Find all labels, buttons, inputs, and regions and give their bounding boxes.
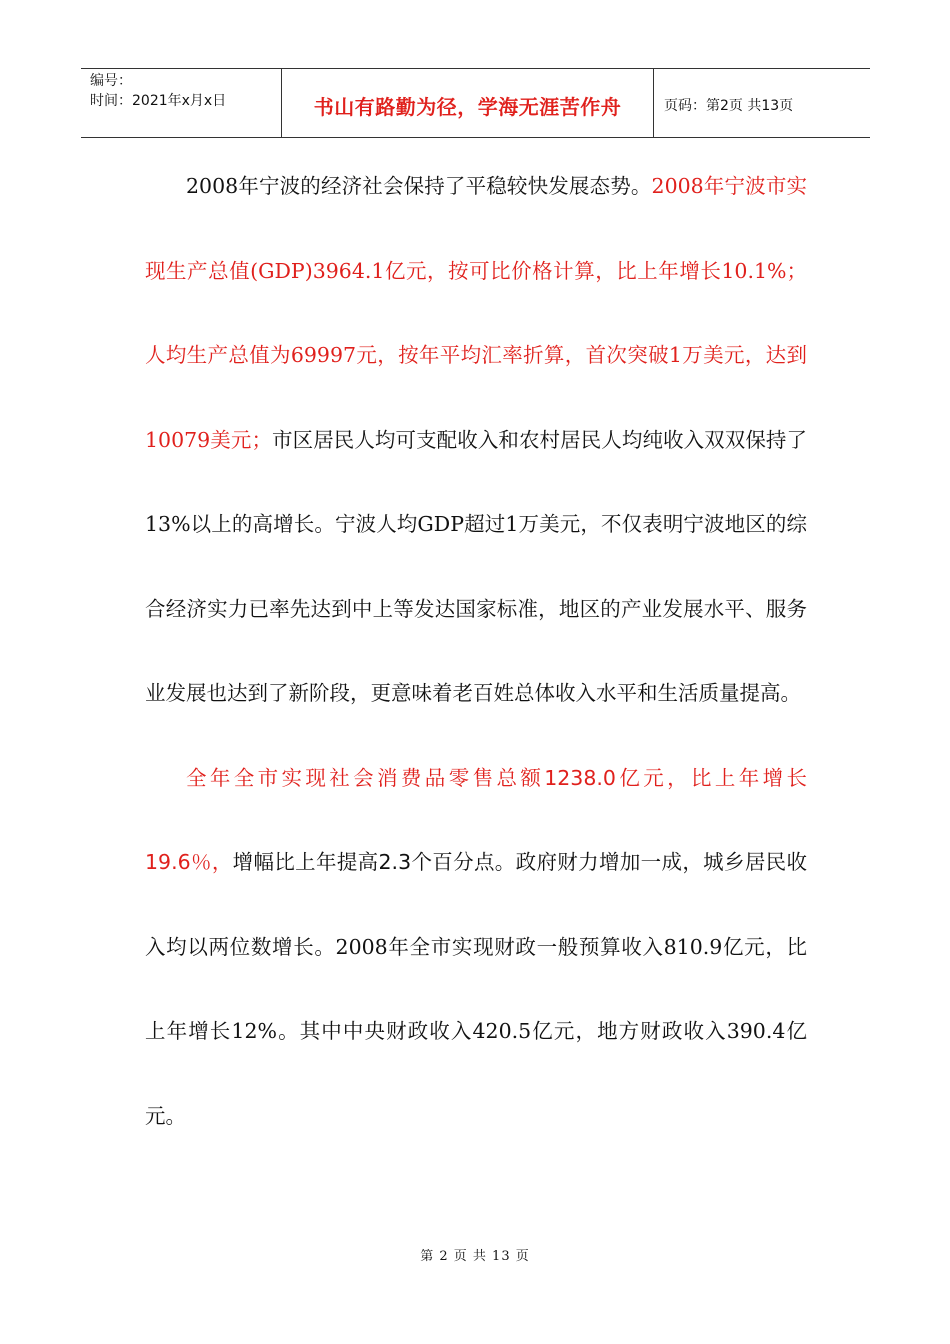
paragraph-consumption [145,736,807,1159]
header-meta-cell [81,69,282,137]
text-run-highlight: 全年全市实现社会消费品零售总额1238.0亿元，比上年增长19.6％， [145,765,807,874]
page-footer: 第 2 页 共 13 页 [420,1249,530,1264]
text-run: 2008年宁波的经济社会保持了平稳较快发展态势。 [186,174,652,198]
document-number-label: 编号： [90,73,132,89]
document-header [81,68,870,138]
text-run: 市区居民人均可支配收入和农村居民人均纯收入双双保持了13%以上的高增长。宁波人均GDP超过1万美元，不仅表明宁波地区的综合经济实力已率先达到中上等发达国家标准，地区的产业发展水平、服务业发展也达到了新阶段，更意味着老百姓总体收入水平和生活质量提高。 [145,427,807,705]
document-date: 时间：2021年x月x日 [90,93,227,109]
paragraph-economy [145,144,807,736]
text-run-highlight: 2008年宁波市实现生产总值(GDP)3964.1亿元，按可比价格计算，比上年增长10.1%；人均生产总值为69997元，按年平均汇率折算，首次突破1万美元，达到10079美元； [145,174,808,452]
header-motto: 书山有路勤为径，学海无涯苦作舟 [313,94,622,119]
header-motto-cell [282,69,654,137]
header-page-info: 页码：第2页 共13页 [664,98,794,114]
document-body [145,144,807,1158]
text-run: 2.3 [378,850,412,874]
header-page-cell [654,69,870,137]
text-run: 增幅比上年提高 [232,850,379,874]
text-run: 个百分点。政府财力增加一成，城乡居民收入均以两位数增长。2008年全市实现财政一般预算收入810.9亿元，比上年增长12%。其中中央财政收入420.5亿元，地方财政收入390.4亿元。 [145,850,808,1128]
